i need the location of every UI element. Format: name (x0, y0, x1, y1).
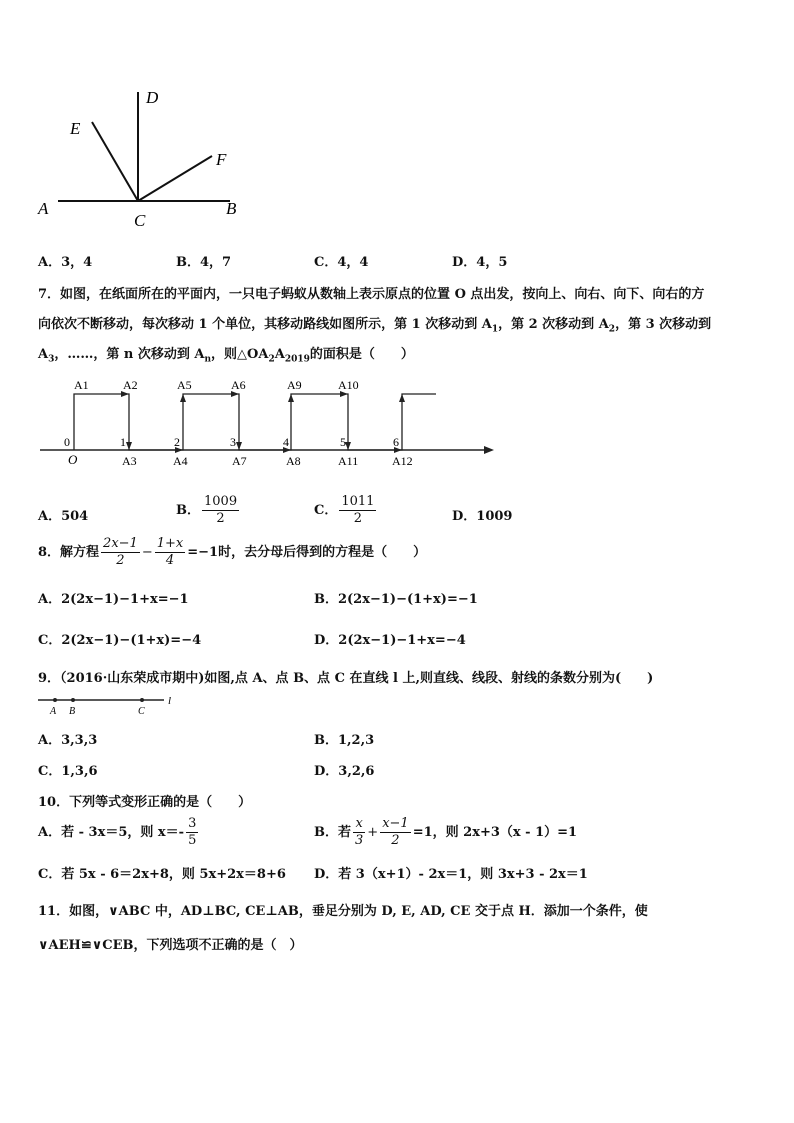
bottom-label-a4: A4 (173, 454, 188, 468)
tick-0: 0 (64, 435, 70, 449)
label-l: l (168, 695, 172, 707)
top-label-a9: A9 (287, 378, 302, 392)
q7-line3: $A_3$，……，第 n 次移动到 $A_n$，则$\triangle OA_2A_{2019}$的面积是（ ） (38, 347, 414, 365)
q10-option-d: D．若 3（x+1）- 2x＝1，则 3x+3 - 2x＝1 (314, 867, 588, 882)
q6-option-b: B．4，7 (176, 255, 232, 270)
arrow-up-icon (288, 394, 294, 402)
ant-path (74, 394, 436, 450)
q10-text: 10．下列等式变形正确的是（ ） (38, 795, 252, 810)
q10-option-c: C．若 5x - 6＝2x+8，则 5x+2x＝8+6 (38, 867, 286, 882)
tick-4: 4 (283, 435, 289, 449)
bottom-label-a7: A7 (232, 454, 247, 468)
point-c (140, 698, 144, 702)
bottom-label-o: O (68, 452, 78, 467)
top-label-a6: A6 (231, 378, 246, 392)
arrow-up-icon (399, 394, 405, 402)
label-e: E (70, 119, 81, 138)
top-label-a10: A10 (338, 378, 359, 392)
arrow-up-icon (180, 394, 186, 402)
tick-3: 3 (230, 435, 236, 449)
top-label-a5: A5 (177, 378, 192, 392)
tick-6: 6 (393, 435, 399, 449)
angle-figure (30, 80, 260, 240)
label-f: F (216, 150, 227, 169)
q8-option-b: B．2(2x−1)−(1+x)=−1 (314, 592, 478, 607)
label-a: A (38, 199, 49, 218)
bottom-label-a3: A3 (122, 454, 137, 468)
q10-option-b: B．若 $\frac{x}{3}$ + $\frac{x-1}{2}$ =1，则 2x+3（x - 1）=1 (314, 816, 578, 848)
point-b (71, 698, 75, 702)
q9-option-d: D．3,2,6 (314, 764, 375, 779)
q10-option-a: A．若 - 3x＝5，则 x＝- $\frac{3}{5}$ (38, 816, 197, 848)
q8-option-c: C．2(2x−1)−(1+x)=−4 (38, 633, 202, 648)
q11-line2: ∨AEH≌∨CEB，下列选项不正确的是（ ） (38, 938, 303, 953)
label-a: A (50, 706, 57, 717)
bottom-label-a12: A12 (392, 454, 413, 468)
q7-option-b: B． $\frac{1009}{2}$ (176, 494, 238, 526)
top-label-a1: A1 (74, 378, 89, 392)
q7-option-d: D．1009 (452, 509, 513, 524)
top-label-a2: A2 (123, 378, 138, 392)
q8-option-a: A．2(2x−1)−1+x=−1 (38, 592, 189, 607)
arrow-down-icon (126, 442, 132, 450)
q9-option-b: B．1,2,3 (314, 733, 375, 748)
tick-5: 5 (340, 435, 346, 449)
label-d: D (146, 88, 159, 107)
q9-option-c: C．1,3,6 (38, 764, 98, 779)
label-b: B (69, 706, 76, 717)
tick-1: 1 (120, 435, 126, 449)
q8-text: 8．解方程 $\frac{2x-1}{2}$ − $\frac{1+x}{4}$ =−1时，去分母后得到的方程是（ ） (38, 536, 427, 568)
label-c: C (138, 706, 145, 717)
q6-option-d: D．4，5 (452, 255, 508, 270)
q7-option-c: C． $\frac{1011}{2}$ (314, 494, 375, 526)
q11-line1: 11．如图，∨ABC 中，AD⊥BC, CE⊥AB，垂足分别为 D, E, AD, CE 交于点 H．添加一个条件，使 (38, 904, 648, 919)
q9-text: 9．（2016·山东荣成市期中)如图,点 A、点 B、点 C 在直线 l 上,则直线、线段、射线的条数分别为( ) (38, 671, 654, 686)
line-points-figure (36, 693, 186, 719)
tick-2: 2 (174, 435, 180, 449)
label-c: C (134, 211, 146, 230)
ray-ce (92, 122, 138, 201)
bottom-label-a8: A8 (286, 454, 301, 468)
q6-option-c: C．4，4 (314, 255, 369, 270)
ray-cf (138, 156, 212, 201)
point-a (53, 698, 57, 702)
label-b: B (226, 199, 237, 218)
q7-option-a: A．504 (38, 509, 89, 524)
q7-line2: 向依次不断移动，每次移动 1 个单位，其移动路线如图所示，第 1 次移动到 $A_1$，第 2 次移动到 $A_2$，第 3 次移动到 (38, 317, 712, 335)
q6-option-a: A．3，4 (38, 255, 93, 270)
ant-path-figure (38, 374, 508, 474)
bottom-label-a11: A11 (338, 454, 359, 468)
arrow-down-icon (236, 442, 242, 450)
q9-option-a: A．3,3,3 (38, 733, 98, 748)
q8-option-d: D．2(2x−1)−1+x=−4 (314, 633, 466, 648)
axis-arrow-icon (484, 446, 494, 454)
q7-line1: 7．如图，在纸面所在的平面内，一只电子蚂蚁从数轴上表示原点的位置 O 点出发，按向上、向右、向下、向右的方 (38, 287, 705, 302)
